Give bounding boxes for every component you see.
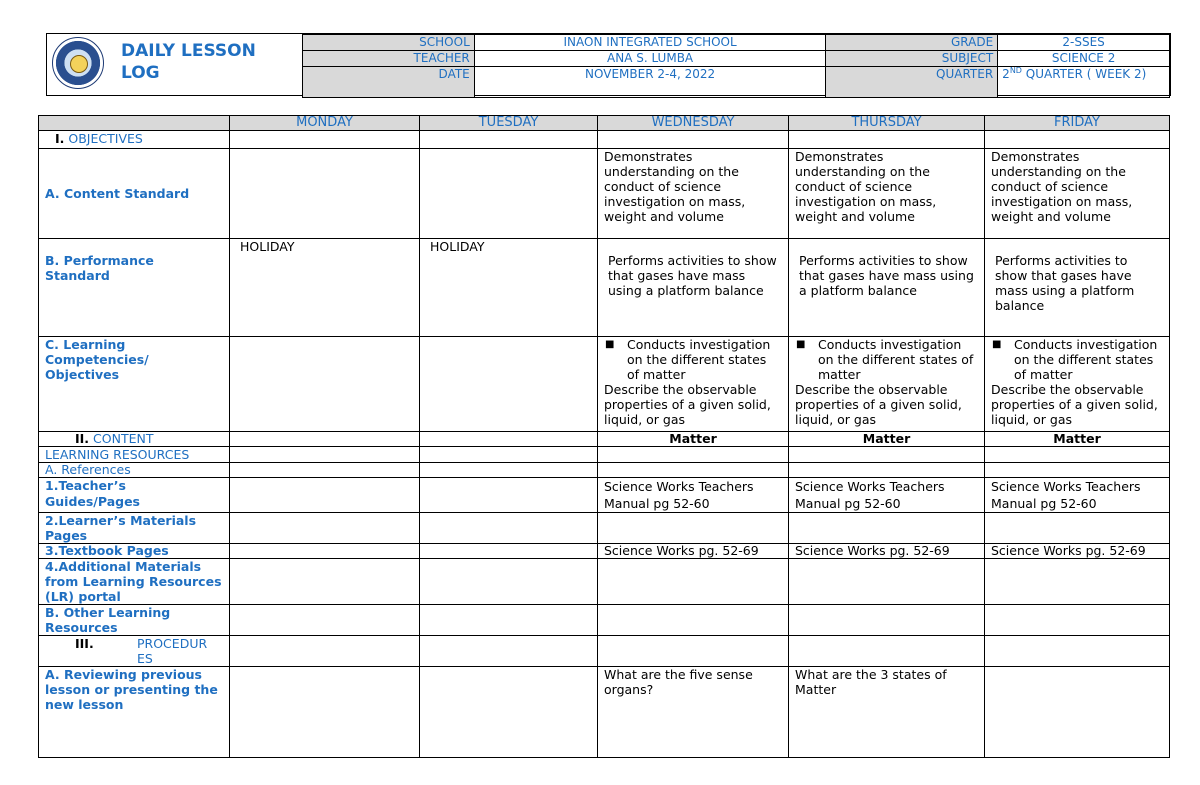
day-tuesday: TUESDAY xyxy=(420,116,598,131)
content-standard-label: A. Content Standard xyxy=(39,149,230,239)
teacher-label: TEACHER xyxy=(303,51,475,67)
school-label: SCHOOL xyxy=(303,35,475,51)
performance-standard-fri: Performs activities to show that gases have mass using a platform balance xyxy=(985,239,1170,337)
procedures-row xyxy=(39,636,1170,667)
references-row xyxy=(39,463,1170,478)
performance-standard-label: B. Performance Standard xyxy=(39,239,230,337)
reviewing-wed: What are the five sense organs? xyxy=(598,667,789,758)
textbook-wed: Science Works pg. 52-69 xyxy=(598,544,789,559)
teachers-guides-fri: Science Works Teachers Manual pg 52-60 xyxy=(985,478,1170,513)
objectives-row xyxy=(39,131,1170,149)
content-standard-thu: Demonstrates understanding on the conduct of science investigation on mass, weight and volume xyxy=(789,149,985,239)
other-resources-label: B. Other Learning Resources xyxy=(39,605,230,636)
school-value: INAON INTEGRATED SCHOOL xyxy=(474,35,826,51)
date-label: DATE xyxy=(303,67,475,98)
competencies-label: C. Learning Competencies/ Objectives xyxy=(39,337,230,432)
textbook-fri: Science Works pg. 52-69 xyxy=(985,544,1170,559)
day-header-row xyxy=(39,116,1170,131)
content-row xyxy=(39,432,1170,447)
content-standard-wed: Demonstrates understanding on the conduct of science investigation on mass, weight and volume xyxy=(598,149,789,239)
bullet-square-icon: ■ xyxy=(992,339,1002,350)
reviewing-row xyxy=(39,667,1170,758)
teachers-guides-row xyxy=(39,478,1170,513)
procedures-heading: III. PROCEDUR ES xyxy=(39,636,230,667)
competencies-row xyxy=(39,337,1170,432)
textbook-thu: Science Works pg. 52-69 xyxy=(789,544,985,559)
content-fri: Matter xyxy=(985,432,1170,447)
performance-standard-wed: Performs activities to show that gases have mass using a platform balance xyxy=(598,239,789,337)
teacher-value: ANA S. LUMBA xyxy=(474,51,826,67)
learners-materials-label: 2.Learner’s Materials Pages xyxy=(39,513,230,544)
teachers-guides-label: 1.Teacher’s Guides/Pages xyxy=(39,478,230,513)
learners-materials-row xyxy=(39,513,1170,544)
reviewing-thu: What are the 3 states of Matter xyxy=(789,667,985,758)
deped-seal-icon xyxy=(52,37,104,89)
teachers-guides-thu: Science Works Teachers Manual pg 52-60 xyxy=(789,478,985,513)
textbook-label: 3.Textbook Pages xyxy=(39,544,230,559)
other-resources-row xyxy=(39,605,1170,636)
performance-standard-row xyxy=(39,239,1170,337)
lesson-log-table xyxy=(38,115,1170,758)
learning-resources-row xyxy=(39,447,1170,463)
competencies-thu: ■ Conducts investigation on the different states of matter Describe the observable properties of a given solid, liquid, or gas xyxy=(789,337,985,432)
content-standard-fri: Demonstrates understanding on the conduct of science investigation on mass, weight and volume xyxy=(985,149,1170,239)
competencies-wed: ■ Conducts investigation on the different states of matter Describe the observable properties of a given solid, liquid, or gas xyxy=(598,337,789,432)
subject-label: SUBJECT xyxy=(826,51,998,67)
quarter-value: 2ND QUARTER ( WEEK 2) xyxy=(998,67,1170,98)
bullet-square-icon: ■ xyxy=(796,339,806,350)
grade-label: GRADE xyxy=(826,35,998,51)
learning-resources-heading: LEARNING RESOURCES xyxy=(39,447,230,463)
objectives-heading: I. OBJECTIVES xyxy=(39,131,230,149)
day-monday: MONDAY xyxy=(230,116,420,131)
competencies-fri: ■ Conducts investigation on the different states of matter Describe the observable properties of a given solid, liquid, or gas xyxy=(985,337,1170,432)
additional-materials-label: 4.Additional Materials from Learning Resources (LR) portal xyxy=(39,559,230,605)
content-thu: Matter xyxy=(789,432,985,447)
corner-cell xyxy=(39,116,230,131)
day-wednesday: WEDNESDAY xyxy=(598,116,789,131)
date-value: NOVEMBER 2-4, 2022 xyxy=(474,67,826,98)
content-heading: II. CONTENT xyxy=(39,432,230,447)
performance-standard-mon: HOLIDAY xyxy=(230,239,420,337)
header-box xyxy=(46,33,1171,96)
reviewing-label: A. Reviewing previous lesson or presenting the new lesson xyxy=(39,667,230,758)
page-title: DAILY LESSON LOG xyxy=(121,41,256,83)
content-wed: Matter xyxy=(598,432,789,447)
performance-standard-thu: Performs activities to show that gases have mass using a platform balance xyxy=(789,239,985,337)
subject-value: SCIENCE 2 xyxy=(998,51,1170,67)
day-friday: FRIDAY xyxy=(985,116,1170,131)
header-info-table xyxy=(302,34,1170,98)
textbook-row xyxy=(39,544,1170,559)
teachers-guides-wed: Science Works Teachers Manual pg 52-60 xyxy=(598,478,789,513)
references-heading: A. References xyxy=(39,463,230,478)
grade-value: 2-SSES xyxy=(998,35,1170,51)
bullet-square-icon: ■ xyxy=(605,339,615,350)
day-thursday: THURSDAY xyxy=(789,116,985,131)
quarter-label: QUARTER xyxy=(826,67,998,98)
content-standard-row xyxy=(39,149,1170,239)
additional-materials-row xyxy=(39,559,1170,605)
performance-standard-tue: HOLIDAY xyxy=(420,239,598,337)
